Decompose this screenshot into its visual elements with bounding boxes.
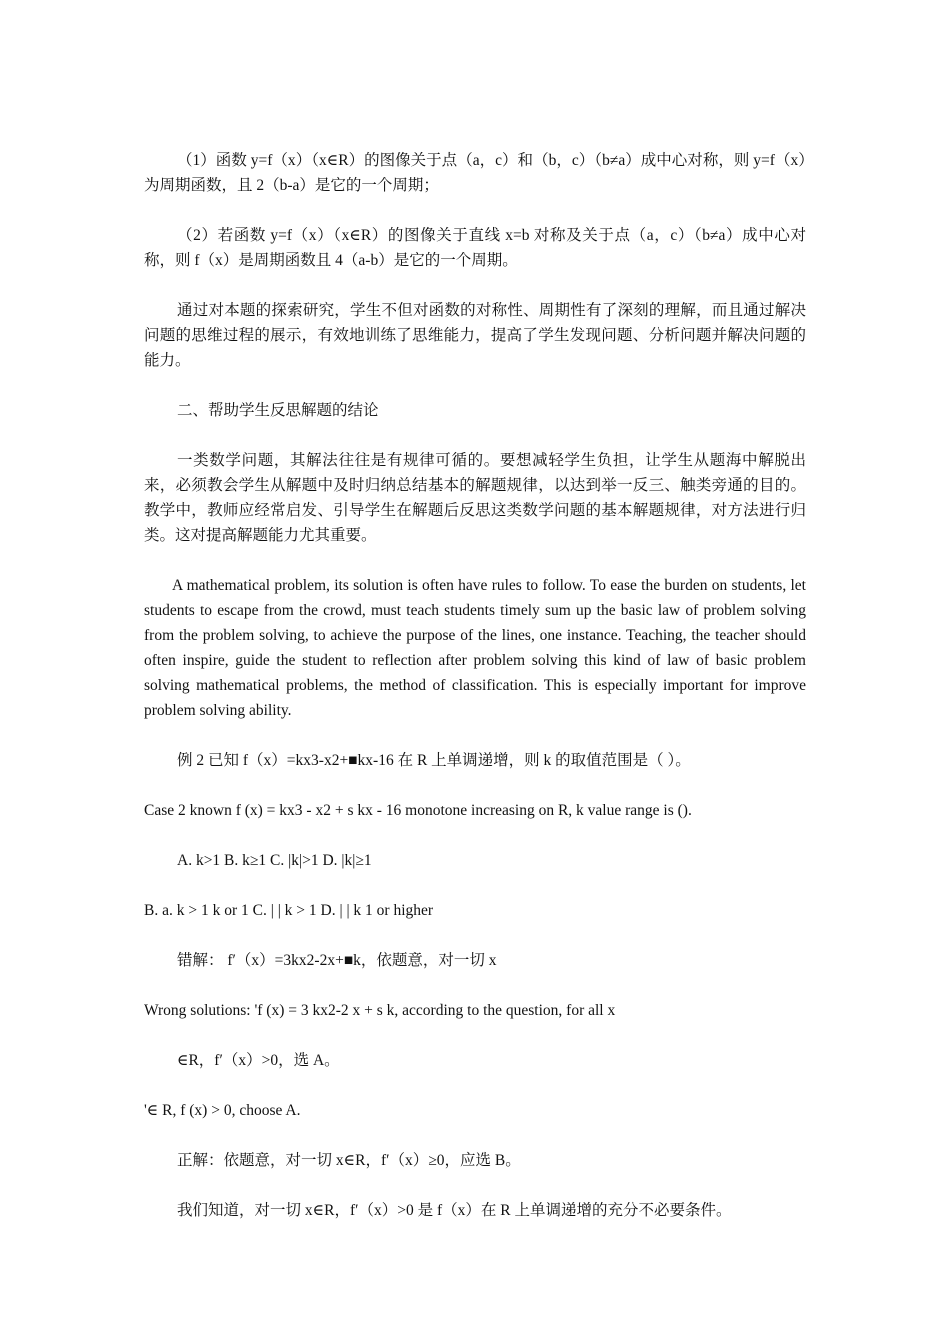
paragraph-property-2: （2）若函数 y=f（x）（x∈R）的图像关于直线 x=b 对称及关于点（a，c）（b≠a）成中心对称，则 f（x）是周期函数且 4（a-b）是它的一个周期。 — [144, 227, 806, 269]
options-cn: A. k>1 B. k≥1 C. |k|>1 D. |k|≥1 — [177, 852, 372, 869]
example-2-cn: 例 2 已知 f（x）=kx3-x2+■kx-16 在 R 上单调递增，则 k 的取值范围是（ ）。 — [177, 752, 691, 769]
wrong-solution-cont-cn: ∈R，f′（x）>0，选 A。 — [177, 1052, 340, 1069]
wrong-solution-en: Wrong solutions: 'f (x) = 3 kx2-2 x + s k, according to the question, for all x — [144, 1002, 616, 1019]
paragraph-property-1: （1）函数 y=f（x）（x∈R）的图像关于点（a，c）和（b，c）（b≠a）成中心对称，则 y=f（x）为周期函数，且 2（b-a）是它的一个周期； — [144, 152, 806, 194]
wrong-solution-cont-en: '∈ R, f (x) > 0, choose A. — [144, 1102, 301, 1119]
correct-solution-cn: 正解：依题意，对一切 x∈R，f′（x）≥0，应选 B。 — [177, 1152, 521, 1169]
paragraph-summary: 通过对本题的探索研究，学生不但对函数的对称性、周期性有了深刻的理解，而且通过解决问题的思维过程的展示，有效地训练了思维能力，提高了学生发现问题、分析问题并解决问题的能力。 — [144, 302, 806, 369]
section-heading: 二、帮助学生反思解题的结论 — [177, 402, 379, 419]
conclusion-cn: 我们知道，对一切 x∈R，f′（x）>0 是 f（x）在 R 上单调递增的充分不必要条件。 — [177, 1202, 732, 1219]
options-en: B. a. k > 1 k or 1 C. | | k > 1 D. | | k 1 or higher — [144, 902, 434, 919]
paragraph-reflection-en: A mathematical problem, its solution is often have rules to follow. To ease the burden on students, let students to escape from the crowd, must teach students timely sum up the basic law of problem solving from the problem solving, to achieve the purpose of the lines, one instance. Teaching, the teacher should often inspire, guide the student to reflection after problem solving this kind of law of basic problem solving mathematical problems, the method of classification. This is especially important for improve problem solving ability. — [144, 577, 806, 719]
document-body — [144, 148, 806, 1223]
example-2-en: Case 2 known f (x) = kx3 - x2 + s kx - 16 monotone increasing on R, k value range is (). — [144, 802, 692, 819]
paragraph-reflection-cn: 一类数学问题，其解法往往是有规律可循的。要想减轻学生负担，让学生从题海中解脱出来，必须教会学生从解题中及时归纳总结基本的解题规律，以达到举一反三、触类旁通的目的。教学中，教师应经常启发、引导学生在解题后反思这类数学问题的基本解题规律，对方法进行归类。这对提高解题能力尤其重要。 — [144, 452, 806, 544]
wrong-solution-cn: 错解： f′（x）=3kx2-2x+■k，依题意，对一切 x — [177, 952, 497, 969]
